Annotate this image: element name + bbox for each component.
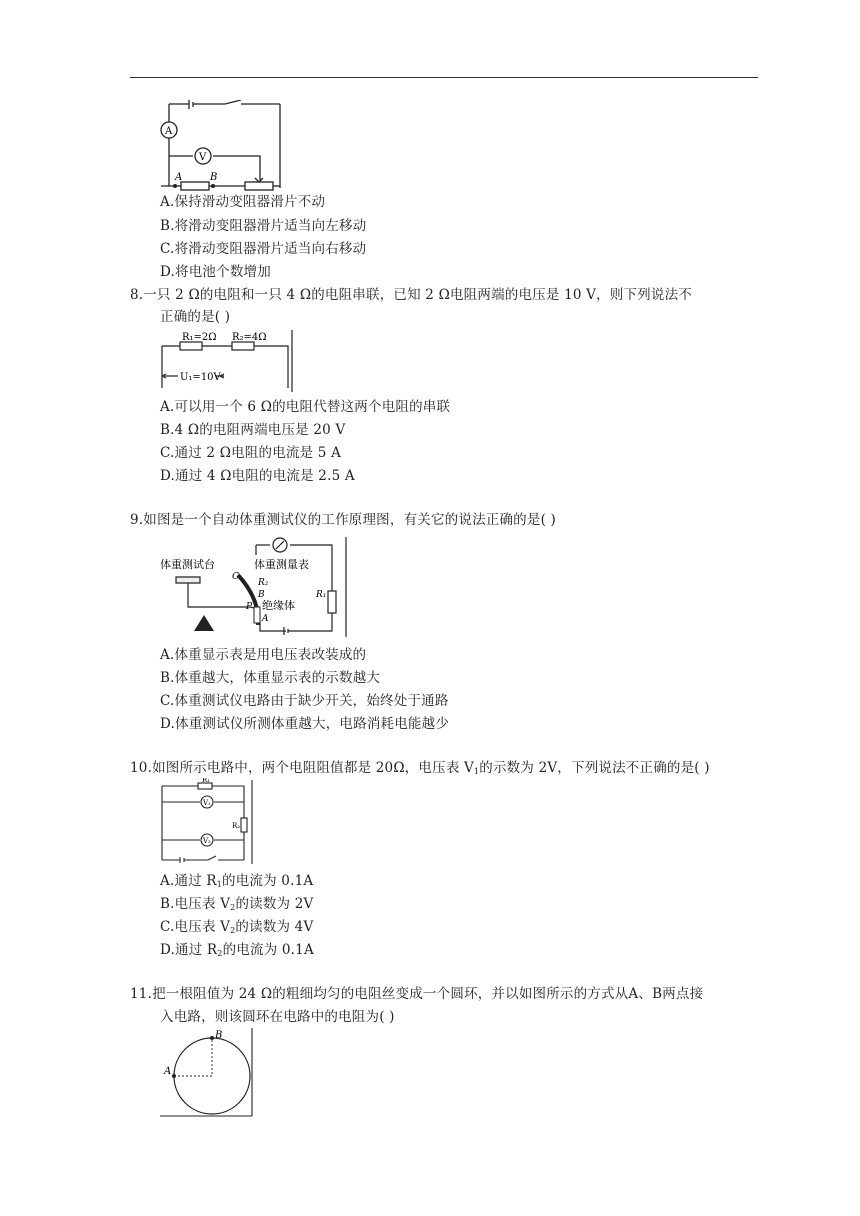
- q9-option-d: D.体重测试仪所测体重越大，电路消耗电能越少: [160, 716, 450, 732]
- q10-r1-label: R₁: [202, 778, 211, 784]
- q10-option-c: [160, 918, 313, 940]
- q9-r2-label: R₂: [258, 578, 269, 588]
- q10-option-a-pre: A.通过 R: [160, 873, 217, 889]
- q10-v2-label: V₂: [203, 837, 211, 845]
- q10-stem-sub: 1: [473, 767, 480, 776]
- q8-stem-line1: 8.一只 2 Ω的电阻和一只 4 Ω的电阻串联，已知 2 Ω电阻两端的电压是 10 V，则下列说法不: [130, 287, 692, 303]
- q10-option-c-pre: C.电压表 V: [160, 919, 231, 935]
- q9-option-b: B.体重越大，体重显示表的示数越大: [160, 670, 381, 686]
- q10-option-a-sub: 1: [216, 880, 222, 889]
- q11-point-b-label: B: [215, 1030, 223, 1041]
- q11-stem-line1: 11.把一根阻值为 24 Ω的粗细均匀的电阻丝变成一个圆环，并以如图所示的方式从A、B两点接: [130, 986, 704, 1002]
- q7-ammeter-label: A: [165, 126, 173, 137]
- q9-insulator-label: 绝缘体: [262, 599, 295, 612]
- q10-option-a: [160, 872, 313, 894]
- q7-voltmeter-label: V: [199, 152, 207, 163]
- q10-option-c-sub: 2: [230, 926, 236, 935]
- q8-r1-label: R₁=2Ω: [182, 332, 217, 343]
- q10-option-b-post: 的读数为 2V: [235, 896, 314, 912]
- q8-stem-line2: 正确的是( ): [160, 309, 231, 325]
- q7-option-a: A.保持滑动变阻器滑片不动: [160, 194, 326, 210]
- q8-r2-label: R₂=4Ω: [232, 332, 267, 343]
- q9-point-p-label: P: [246, 602, 253, 612]
- q9-circuit-diagram: [158, 535, 348, 639]
- q10-v1-label: V₁: [203, 799, 211, 807]
- q10-option-d-sub: 2: [217, 949, 223, 958]
- q9-point-c-label: C: [232, 572, 239, 582]
- q9-meter-label: 体重测量表: [254, 558, 309, 571]
- q10-option-a-post: 的电流为 0.1A: [222, 873, 314, 889]
- q7-point-a-label: A: [175, 172, 183, 183]
- q10-option-d-post: 的电流为 0.1A: [222, 942, 314, 958]
- q10-option-b-pre: B.电压表 V: [160, 896, 231, 912]
- q9-r1-label: R₁: [316, 590, 327, 600]
- q9-point-b-label: B: [258, 590, 265, 600]
- q10-r2-label: R₂: [232, 822, 241, 830]
- q10-stem-post: 的示数为 2V，下列说法不正确的是( ): [479, 760, 710, 776]
- q9-platform-label: 体重测试台: [160, 558, 215, 571]
- q7-option-b: B.将滑动变阻器滑片适当向左移动: [160, 218, 367, 234]
- q10-circuit-diagram: [158, 778, 254, 866]
- q11-stem-line2: 入电路，则该圆环在电路中的电阻为( ): [160, 1009, 395, 1025]
- q9-option-c: C.体重测试仪电路由于缺少开关，始终处于通路: [160, 693, 449, 709]
- q7-point-b-label: B: [210, 172, 218, 183]
- q9-point-a-label: A: [262, 614, 269, 624]
- q8-circuit-diagram: [158, 328, 294, 394]
- q10-option-d-pre: D.通过 R: [160, 942, 218, 958]
- q9-option-a: A.体重显示表是用电压表改装成的: [160, 647, 367, 663]
- q8-option-a: A.可以用一个 6 Ω的电阻代替这两个电阻的串联: [160, 399, 451, 415]
- q10-option-b: [160, 895, 313, 917]
- q9-stem: 9.如图是一个自动体重测试仪的工作原理图，有关它的说法正确的是( ): [130, 512, 557, 528]
- q7-option-c: C.将滑动变阻器滑片适当向右移动: [160, 241, 367, 257]
- q10-option-c-post: 的读数为 4V: [235, 919, 314, 935]
- q7-option-d: D.将电池个数增加: [160, 264, 271, 280]
- header-rule: [130, 77, 758, 78]
- q10-stem-pre: 10.如图所示电路中，两个电阻阻值都是 20Ω，电压表 V: [130, 760, 474, 776]
- q11-point-a-label: A: [164, 1066, 172, 1077]
- q8-option-d: D.通过 4 Ω电阻的电流是 2.5 A: [160, 468, 355, 484]
- q10-option-d: [160, 941, 314, 963]
- q11-ring-diagram: [158, 1026, 256, 1118]
- q8-option-c: C.通过 2 Ω电阻的电流是 5 A: [160, 445, 342, 461]
- q8-u1-label: U₁=10V: [180, 372, 221, 383]
- q7-circuit-diagram: [155, 100, 283, 192]
- q8-option-b: B.4 Ω的电阻两端电压是 20 V: [160, 422, 346, 438]
- q10-option-b-sub: 2: [230, 903, 236, 912]
